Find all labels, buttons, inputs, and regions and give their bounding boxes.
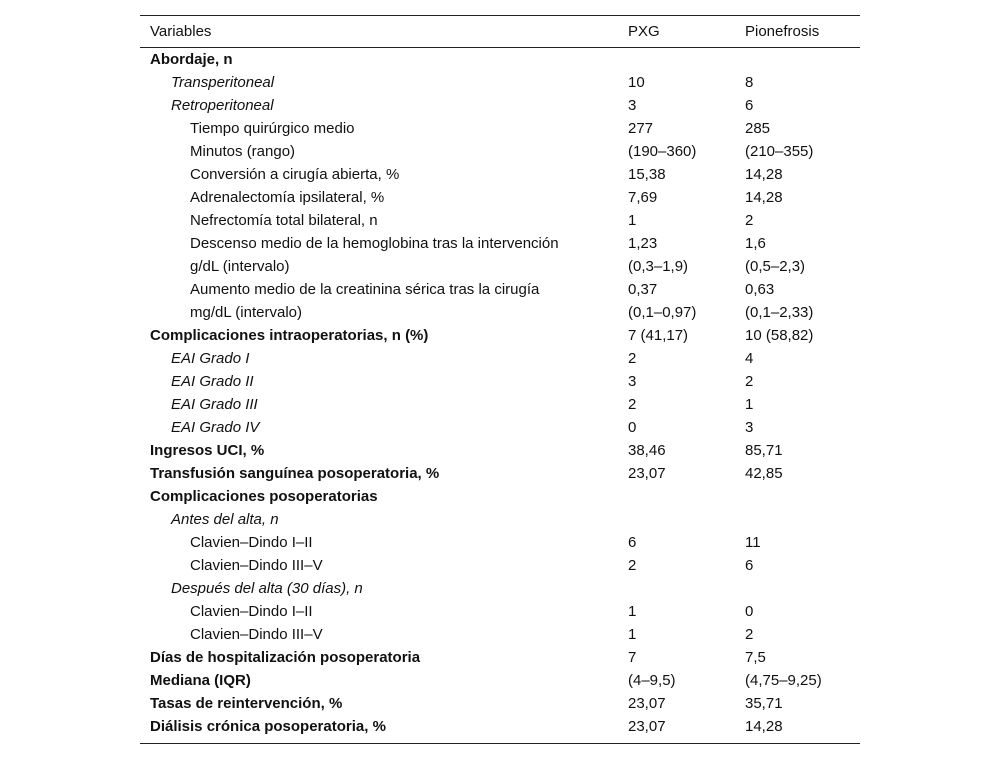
- cell-pxg: 6: [628, 534, 637, 551]
- table-row: [140, 301, 860, 324]
- table-row: [140, 554, 860, 577]
- cell-pionefrosis: 7,5: [745, 649, 766, 666]
- table-row: [140, 393, 860, 416]
- table-row: [140, 692, 860, 715]
- cell-pxg: (4–9,5): [628, 672, 676, 689]
- row-label: Aumento medio de la creatinina sérica tras la cirugía: [190, 281, 540, 298]
- table-row: [140, 71, 860, 94]
- table-row: [140, 117, 860, 140]
- table-row: [140, 370, 860, 393]
- row-label: Días de hospitalización posoperatoria: [150, 649, 421, 666]
- cell-pionefrosis: 11: [745, 534, 761, 551]
- row-label: Abordaje, n: [150, 51, 233, 68]
- cell-pionefrosis: (210–355): [745, 143, 814, 160]
- table-row: [140, 715, 860, 738]
- header-pxg: PXG: [628, 23, 660, 40]
- cell-pionefrosis: 14,28: [745, 718, 783, 735]
- row-label: EAI Grado IV: [171, 419, 260, 436]
- cell-pxg: 1,23: [628, 235, 658, 252]
- cell-pionefrosis: (0,5–2,3): [745, 258, 806, 275]
- table-row: [140, 186, 860, 209]
- cell-pionefrosis: 1: [745, 396, 754, 413]
- cell-pionefrosis: 2: [745, 626, 754, 643]
- cell-pxg: 3: [628, 373, 637, 390]
- cell-pxg: 0: [628, 419, 637, 436]
- cell-pxg: (0,1–0,97): [628, 304, 697, 321]
- row-label: Clavien–Dindo III–V: [190, 626, 323, 643]
- row-label: Transperitoneal: [171, 74, 275, 91]
- cell-pxg: 2: [628, 396, 637, 413]
- row-label: mg/dL (intervalo): [190, 304, 302, 321]
- cell-pionefrosis: 14,28: [745, 166, 783, 183]
- cell-pxg: 277: [628, 120, 654, 137]
- cell-pxg: 23,07: [628, 718, 666, 735]
- table-row: [140, 669, 860, 692]
- cell-pxg: 7,69: [628, 189, 658, 206]
- cell-pionefrosis: 285: [745, 120, 771, 137]
- cell-pionefrosis: 0: [745, 603, 754, 620]
- cell-pxg: 10: [628, 74, 645, 91]
- cell-pionefrosis: 6: [745, 557, 754, 574]
- row-label: Conversión a cirugía abierta, %: [190, 166, 400, 183]
- table-row: [140, 416, 860, 439]
- cell-pxg: 0,37: [628, 281, 658, 298]
- row-label: Transfusión sanguínea posoperatoria, %: [150, 465, 440, 482]
- cell-pxg: (190–360): [628, 143, 697, 160]
- table-row: [140, 508, 860, 531]
- cell-pxg: 1: [628, 603, 637, 620]
- cell-pxg: 3: [628, 97, 637, 114]
- row-label: Retroperitoneal: [171, 97, 274, 114]
- cell-pxg: 23,07: [628, 465, 666, 482]
- cell-pxg: 38,46: [628, 442, 666, 459]
- cell-pionefrosis: 8: [745, 74, 754, 91]
- cell-pionefrosis: (4,75–9,25): [745, 672, 822, 689]
- cell-pionefrosis: 3: [745, 419, 754, 436]
- row-label: Después del alta (30 días), n: [171, 580, 363, 597]
- cell-pxg: 2: [628, 557, 637, 574]
- cell-pxg: 1: [628, 626, 637, 643]
- table-row: [140, 324, 860, 347]
- row-label: Tasas de reintervención, %: [150, 695, 343, 712]
- cell-pionefrosis: 42,85: [745, 465, 783, 482]
- table-row: [140, 163, 860, 186]
- cell-pionefrosis: 14,28: [745, 189, 783, 206]
- cell-pionefrosis: 85,71: [745, 442, 783, 459]
- row-label: EAI Grado I: [171, 350, 250, 367]
- row-label: Complicaciones posoperatorias: [150, 488, 378, 505]
- table-row: [140, 646, 860, 669]
- cell-pxg: 7 (41,17): [628, 327, 689, 344]
- table-body: [140, 48, 860, 743]
- table-row: [140, 140, 860, 163]
- row-label: Complicaciones intraoperatorias, n (%): [150, 327, 429, 344]
- cell-pionefrosis: 10 (58,82): [745, 327, 814, 344]
- cell-pionefrosis: (0,1–2,33): [745, 304, 814, 321]
- row-label: Ingresos UCI, %: [150, 442, 265, 459]
- cell-pxg: 23,07: [628, 695, 666, 712]
- table-row: [140, 347, 860, 370]
- table-row: [140, 623, 860, 646]
- cell-pxg: 2: [628, 350, 637, 367]
- row-label: Descenso medio de la hemoglobina tras la intervención: [190, 235, 559, 252]
- data-table: [140, 15, 860, 744]
- table-row: [140, 232, 860, 255]
- row-label: Clavien–Dindo I–II: [190, 534, 313, 551]
- cell-pionefrosis: 6: [745, 97, 754, 114]
- row-label: EAI Grado II: [171, 373, 254, 390]
- row-label: Tiempo quirúrgico medio: [190, 120, 355, 137]
- cell-pionefrosis: 35,71: [745, 695, 783, 712]
- row-label: EAI Grado III: [171, 396, 258, 413]
- table-row: [140, 462, 860, 485]
- row-label: Adrenalectomía ipsilateral, %: [190, 189, 385, 206]
- table-row: [140, 531, 860, 554]
- table-row: [140, 94, 860, 117]
- cell-pxg: (0,3–1,9): [628, 258, 689, 275]
- cell-pionefrosis: 2: [745, 373, 754, 390]
- cell-pionefrosis: 2: [745, 212, 754, 229]
- row-label: Clavien–Dindo III–V: [190, 557, 323, 574]
- table-row: [140, 600, 860, 623]
- table-row: [140, 48, 860, 71]
- cell-pionefrosis: 4: [745, 350, 754, 367]
- table-row: [140, 577, 860, 600]
- cell-pionefrosis: 1,6: [745, 235, 766, 252]
- row-label: Mediana (IQR): [150, 672, 251, 689]
- table-row: [140, 439, 860, 462]
- table-header-row: [140, 16, 860, 48]
- table-row: [140, 278, 860, 301]
- header-pionefrosis: Pionefrosis: [745, 23, 820, 40]
- cell-pionefrosis: 0,63: [745, 281, 775, 298]
- table-row: [140, 255, 860, 278]
- row-label: g/dL (intervalo): [190, 258, 290, 275]
- row-label: Antes del alta, n: [171, 511, 279, 528]
- row-label: Nefrectomía total bilateral, n: [190, 212, 378, 229]
- row-label: Clavien–Dindo I–II: [190, 603, 313, 620]
- row-label: Minutos (rango): [190, 143, 296, 160]
- cell-pxg: 15,38: [628, 166, 666, 183]
- table-row: [140, 209, 860, 232]
- row-label: Diálisis crónica posoperatoria, %: [150, 718, 386, 735]
- cell-pxg: 7: [628, 649, 637, 666]
- header-variables: Variables: [150, 23, 212, 40]
- table-row: [140, 485, 860, 508]
- cell-pxg: 1: [628, 212, 637, 229]
